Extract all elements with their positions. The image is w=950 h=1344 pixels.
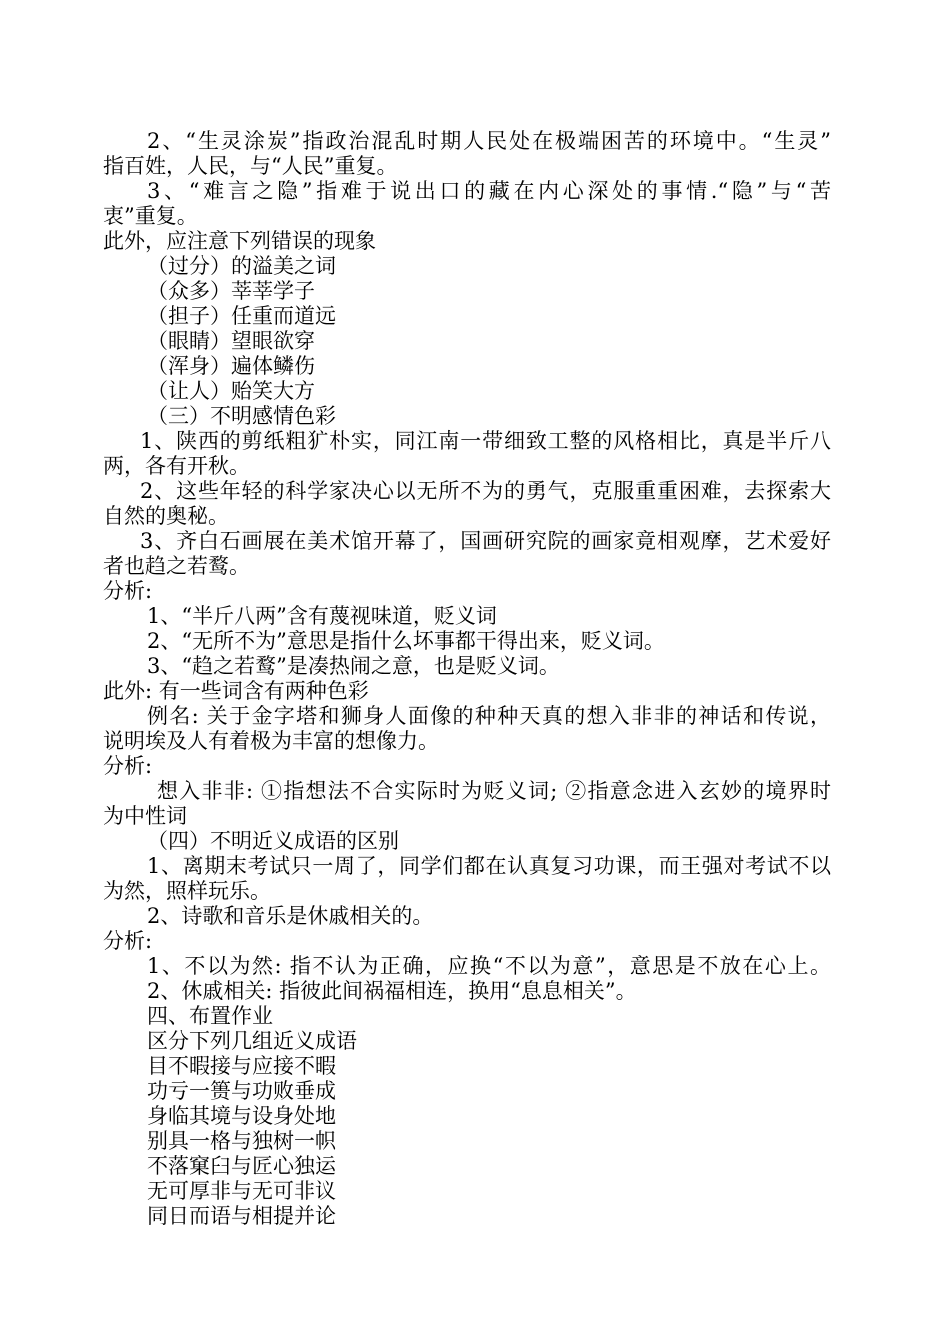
list-item: 不落窠臼与匠心独运 xyxy=(147,1154,336,1178)
text-line: 1、陕西的剪纸粗犷朴实，同江南一带细致工整的风格相比，真是半斤八 xyxy=(140,429,831,453)
text-line: 1、“半斤八两”含有蔑视味道，贬义词 xyxy=(147,604,497,628)
text-line: 者也趋之若鹜。 xyxy=(103,554,250,578)
text-line: 例名: 关于金字塔和狮身人面像的种种天真的想入非非的神话和传说， xyxy=(147,704,831,728)
analysis-label: 分析: xyxy=(103,579,153,603)
text-line: （浑身）遍体鳞伤 xyxy=(147,354,315,378)
list-item: 同日而语与相提并论 xyxy=(147,1204,336,1228)
list-item: 别具一格与独树一帜 xyxy=(147,1129,336,1153)
text-line: 两，各有开秋。 xyxy=(103,454,250,478)
text-line: 2、诗歌和音乐是休戚相关的。 xyxy=(147,904,434,928)
text-line: （让人）贻笑大方 xyxy=(147,379,315,403)
section-heading: （四）不明近义成语的区别 xyxy=(147,829,399,853)
text-line: 为然，照样玩乐。 xyxy=(103,879,271,903)
list-item: 身临其境与设身处地 xyxy=(147,1104,336,1128)
text-line: （眼睛）望眼欲穿 xyxy=(147,329,315,353)
text-line: （过分）的溢美之词 xyxy=(147,254,336,278)
text-line: 2、休戚相关: 指彼此间祸福相连，换用“息息相关”。 xyxy=(147,979,637,1003)
text-line: 说明埃及人有着极为丰富的想像力。 xyxy=(103,729,439,753)
text-line: 1、离期末考试只一周了，同学们都在认真复习功课，而王强对考试不以 xyxy=(147,854,831,878)
section-heading: （三）不明感情色彩 xyxy=(147,404,336,428)
list-item: 目不暇接与应接不暇 xyxy=(147,1054,336,1078)
text-line: （众多）莘莘学子 xyxy=(147,279,315,303)
text-line: 区分下列几组近义成语 xyxy=(147,1029,357,1053)
text-line: 此外: 有一些词含有两种色彩 xyxy=(103,679,369,703)
text-line: 1、不以为然: 指不认为正确，应换“不以为意”，意思是不放在心上。 xyxy=(147,954,831,978)
text-line: 3、“趋之若鹜”是凑热闹之意，也是贬义词。 xyxy=(147,654,560,678)
text-line: 3、齐白石画展在美术馆开幕了，国画研究院的画家竟相观摩，艺术爱好 xyxy=(140,529,831,553)
text-line: 2、这些年轻的科学家决心以无所不为的勇气，克服重重困难，去探索大 xyxy=(140,479,831,503)
section-heading: 四、布置作业 xyxy=(147,1004,273,1028)
analysis-label: 分析: xyxy=(103,754,153,778)
analysis-label: 分析: xyxy=(103,929,153,953)
text-line: 为中性词 xyxy=(103,804,187,828)
list-item: 无可厚非与无可非议 xyxy=(147,1179,336,1203)
text-line: 衷”重复。 xyxy=(103,204,198,228)
text-line: 2、“无所不为”意思是指什么坏事都干得出来，贬义词。 xyxy=(147,629,665,653)
text-line: 指百姓，人民，与“人民”重复。 xyxy=(103,154,398,178)
text-line: （担子）任重而道远 xyxy=(147,304,336,328)
text-line: 自然的奥秘。 xyxy=(103,504,229,528)
text-line: 3、“难言之隐”指难于说出口的藏在内心深处的事情.“隐”与“苦 xyxy=(147,179,831,203)
text-line: 2、“生灵涂炭”指政治混乱时期人民处在极端困苦的环境中。“生灵” xyxy=(147,129,831,153)
text-line: 此外，应注意下列错误的现象 xyxy=(103,229,376,253)
text-line: 想入非非: ①指想法不合实际时为贬义词; ②指意念进入玄妙的境界时 xyxy=(157,779,831,803)
list-item: 功亏一篑与功败垂成 xyxy=(147,1079,336,1103)
